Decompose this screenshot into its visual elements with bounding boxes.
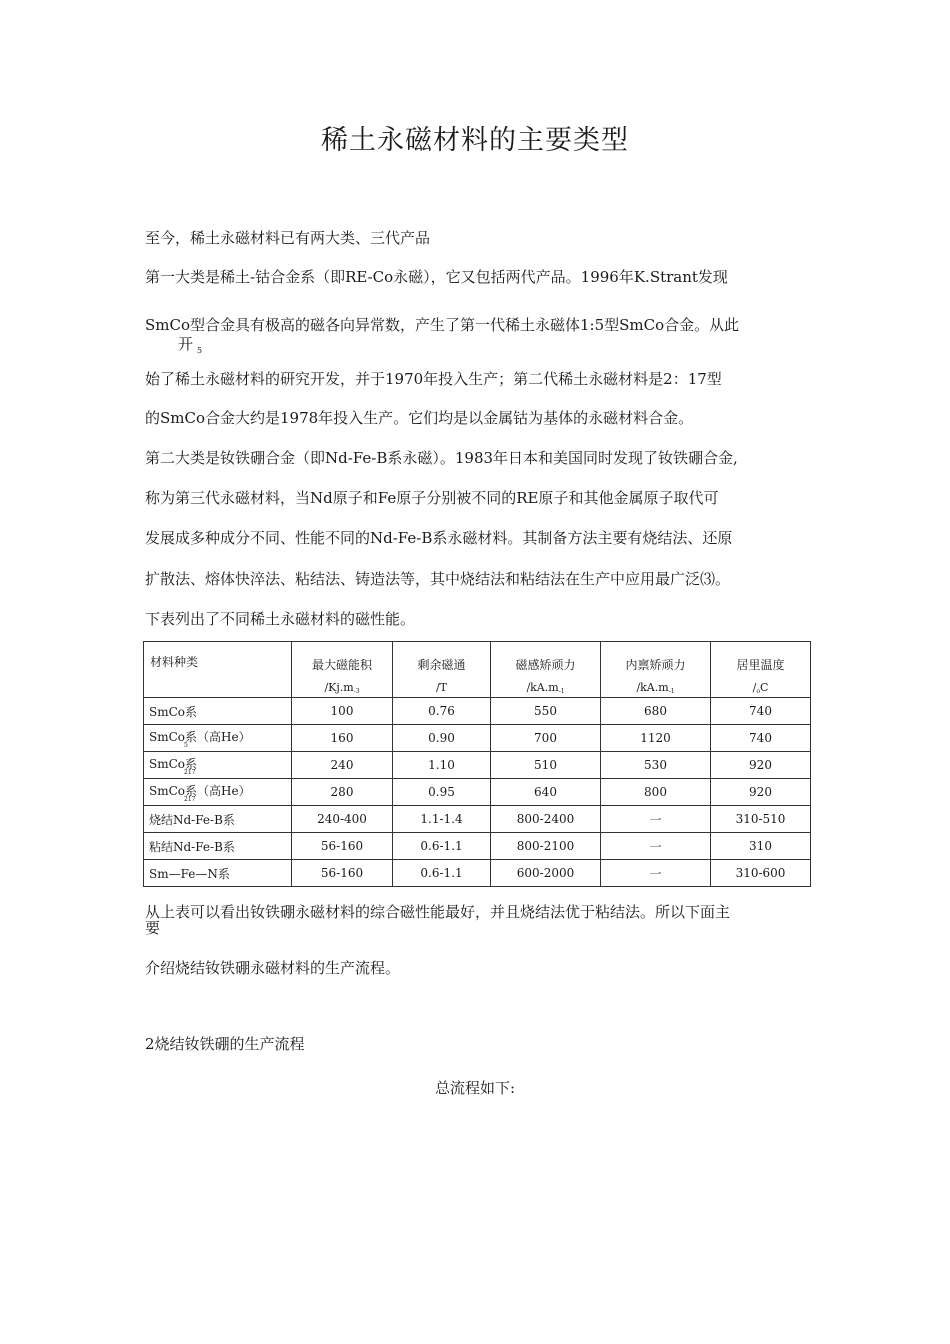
paragraph-line: 始了稀土永磁材料的研究开发，并于1970年投入生产；第二代稀土永磁材料是2：17型 [145, 370, 722, 388]
paragraph-line: 的SmCo合金大约是1978年投入生产。它们均是以金属钴为基体的永磁材料合金。 [145, 409, 694, 427]
paragraph-line-wrap: 要 [145, 919, 161, 937]
value-cell: 1.10 [393, 752, 491, 779]
material-name-cell: Sm—Fe—N系 [144, 860, 292, 887]
table-row [144, 860, 811, 887]
value-cell: 280 [292, 779, 393, 806]
table-header-cell: 最大磁能积 /Kj.m-3 [292, 642, 393, 698]
value-cell: 240-400 [292, 806, 393, 833]
value-cell: 680 [601, 698, 711, 725]
page-title: 稀土永磁材料的主要类型 [321, 125, 629, 156]
value-cell: 600-2000 [491, 860, 601, 887]
value-cell: 56-160 [292, 860, 393, 887]
value-cell: 700 [491, 725, 601, 752]
value-cell: 530 [601, 752, 711, 779]
table-row [144, 833, 811, 860]
value-cell: 310-510 [711, 806, 811, 833]
paragraph-line: 下表列出了不同稀土永磁材料的磁性能。 [145, 610, 416, 628]
value-cell: 160 [292, 725, 393, 752]
material-name-cell: SmCo系（高He） 5 [144, 725, 292, 752]
table-header-cell: 剩余磁通 /T [393, 642, 491, 698]
paragraph-line: 第一大类是稀土-钴合金系（即RE-Co永磁），它又包括两代产品。1996年K.Strant发现 [145, 268, 728, 286]
value-cell: 800-2100 [491, 833, 601, 860]
subscript: 5 [197, 346, 203, 355]
section-heading: 2烧结钕铁硼的生产流程 [145, 1035, 305, 1053]
material-name-cell: SmCo系（高He） 217 [144, 779, 292, 806]
value-cell: 0.6-1.1 [393, 833, 491, 860]
value-cell: 550 [491, 698, 601, 725]
value-cell: 920 [711, 752, 811, 779]
value-cell: 640 [491, 779, 601, 806]
value-cell: 一 [601, 860, 711, 887]
material-name-cell: 烧结Nd-Fe-B系 [144, 806, 292, 833]
paragraph-line: 称为第三代永磁材料，当Nd原子和Fe原子分别被不同的RE原子和其他金属原子取代可 [145, 489, 719, 507]
material-name-cell: SmCo系 [144, 698, 292, 725]
value-cell: 800 [601, 779, 711, 806]
table-header-cell: 内禀矫顽力 /kA.m-1 [601, 642, 711, 698]
paragraph-line: 介绍烧结钕铁硼永磁材料的生产流程。 [145, 959, 401, 977]
value-cell: 920 [711, 779, 811, 806]
value-cell: 一 [601, 833, 711, 860]
paragraph-line: 扩散法、熔体快淬法、粘结法、铸造法等，其中烧结法和粘结法在生产中应用最广泛⑶。 [145, 570, 731, 588]
value-cell: 800-2400 [491, 806, 601, 833]
value-cell: 740 [711, 698, 811, 725]
value-cell: 100 [292, 698, 393, 725]
value-cell: 56-160 [292, 833, 393, 860]
wrapped-char: 开 [178, 335, 194, 353]
table-row [144, 752, 811, 779]
value-cell: 1.1-1.4 [393, 806, 491, 833]
table-body [144, 698, 811, 887]
value-cell: 0.90 [393, 725, 491, 752]
value-cell: 510 [491, 752, 601, 779]
value-cell: 310 [711, 833, 811, 860]
intro-line: 至今，稀土永磁材料已有两大类、三代产品 [145, 229, 431, 247]
table-row [144, 698, 811, 725]
material-name-cell: 粘结Nd-Fe-B系 [144, 833, 292, 860]
table-header-cell: 磁感矫顽力 /kA.m-1 [491, 642, 601, 698]
table-row [144, 806, 811, 833]
paragraph-line: SmCo型合金具有极高的磁各向异常数，产生了第一代稀土永磁体1:5型SmCo合金。从此 [145, 316, 740, 334]
paragraph-line: 从上表可以看出钕铁硼永磁材料的综合磁性能最好，并且烧结法优于粘结法。所以下面主 [145, 903, 731, 921]
magnetic-properties-table [143, 641, 811, 887]
table-header-row [144, 642, 811, 698]
paragraph-line: 发展成多种成分不同、性能不同的Nd-Fe-B系永磁材料。其制备方法主要有烧结法、还原 [145, 529, 733, 547]
value-cell: 0.76 [393, 698, 491, 725]
table-row [144, 725, 811, 752]
table-header-cell: 材料种类 [144, 642, 292, 698]
material-name-cell: SmCo系 217 [144, 752, 292, 779]
flow-label: 总流程如下: [434, 1079, 516, 1097]
value-cell: 740 [711, 725, 811, 752]
table-row [144, 779, 811, 806]
value-cell: 310-600 [711, 860, 811, 887]
paragraph-line-wrap [178, 334, 202, 361]
value-cell: 0.95 [393, 779, 491, 806]
value-cell: 0.6-1.1 [393, 860, 491, 887]
value-cell: 一 [601, 806, 711, 833]
paragraph-line: 第二大类是钕铁硼合金（即Nd-Fe-B系永磁）。1983年日本和美国同时发现了钕铁硼合金, [145, 449, 738, 467]
table-header-cell: 居里温度 /oC [711, 642, 811, 698]
value-cell: 240 [292, 752, 393, 779]
value-cell: 1120 [601, 725, 711, 752]
